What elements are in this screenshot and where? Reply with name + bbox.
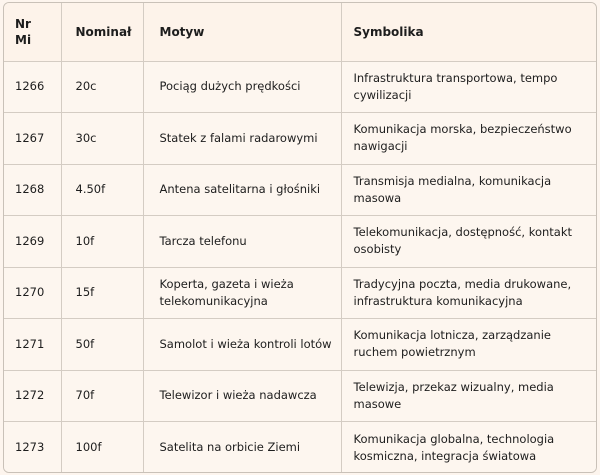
cell-symbolika: Komunikacja morska, bezpieczeństwo nawigacji xyxy=(341,113,596,165)
cell-symbolika: Telewizja, przekaz wizualny, media masowe xyxy=(341,370,596,422)
cell-symbolika: Tradycyjna poczta, media drukowane, infrastruktura komunikacyjna xyxy=(341,267,596,319)
cell-nr: 1271 xyxy=(4,319,61,371)
cell-symbolika: Transmisja medialna, komunikacja masowa xyxy=(341,164,596,216)
cell-nr: 1268 xyxy=(4,164,61,216)
cell-symbolika: Komunikacja lotnicza, zarządzanie ruchem powietrznym xyxy=(341,319,596,371)
table-header-row xyxy=(4,3,596,61)
stamp-table xyxy=(4,3,596,473)
cell-nominal: 50f xyxy=(61,319,143,371)
cell-symbolika: Komunikacja globalna, technologia kosmiczna, integracja światowa xyxy=(341,422,596,474)
table-row xyxy=(4,267,596,319)
header-nr-mi-label: Nr Mi xyxy=(15,16,32,47)
stamp-table-container xyxy=(3,2,597,473)
cell-motyw: Telewizor i wieża nadawcza xyxy=(143,370,341,422)
cell-nominal: 100f xyxy=(61,422,143,474)
table-row xyxy=(4,61,596,113)
table-row xyxy=(4,164,596,216)
cell-nominal: 10f xyxy=(61,216,143,268)
header-symbolika: Symbolika xyxy=(341,3,596,61)
cell-nr: 1266 xyxy=(4,61,61,113)
table-row xyxy=(4,319,596,371)
cell-nominal: 4.50f xyxy=(61,164,143,216)
cell-nominal: 15f xyxy=(61,267,143,319)
cell-motyw: Statek z falami radarowymi xyxy=(143,113,341,165)
cell-nominal: 30c xyxy=(61,113,143,165)
cell-motyw: Tarcza telefonu xyxy=(143,216,341,268)
table-row xyxy=(4,422,596,474)
header-nominal: Nominał xyxy=(61,3,143,61)
cell-nr: 1269 xyxy=(4,216,61,268)
table-row xyxy=(4,370,596,422)
cell-symbolika: Telekomunikacja, dostępność, kontakt osobisty xyxy=(341,216,596,268)
cell-symbolika: Infrastruktura transportowa, tempo cywilizacji xyxy=(341,61,596,113)
header-motyw: Motyw xyxy=(143,3,341,61)
cell-motyw: Satelita na orbicie Ziemi xyxy=(143,422,341,474)
header-nr-mi xyxy=(4,3,61,61)
cell-motyw: Samolot i wieża kontroli lotów xyxy=(143,319,341,371)
cell-nr: 1267 xyxy=(4,113,61,165)
cell-motyw: Koperta, gazeta i wieża telekomunikacyjna xyxy=(143,267,341,319)
table-row xyxy=(4,216,596,268)
cell-nr: 1273 xyxy=(4,422,61,474)
cell-nominal: 70f xyxy=(61,370,143,422)
cell-nr: 1270 xyxy=(4,267,61,319)
cell-nr: 1272 xyxy=(4,370,61,422)
cell-motyw: Pociąg dużych prędkości xyxy=(143,61,341,113)
cell-motyw: Antena satelitarna i głośniki xyxy=(143,164,341,216)
table-row xyxy=(4,113,596,165)
cell-nominal: 20c xyxy=(61,61,143,113)
